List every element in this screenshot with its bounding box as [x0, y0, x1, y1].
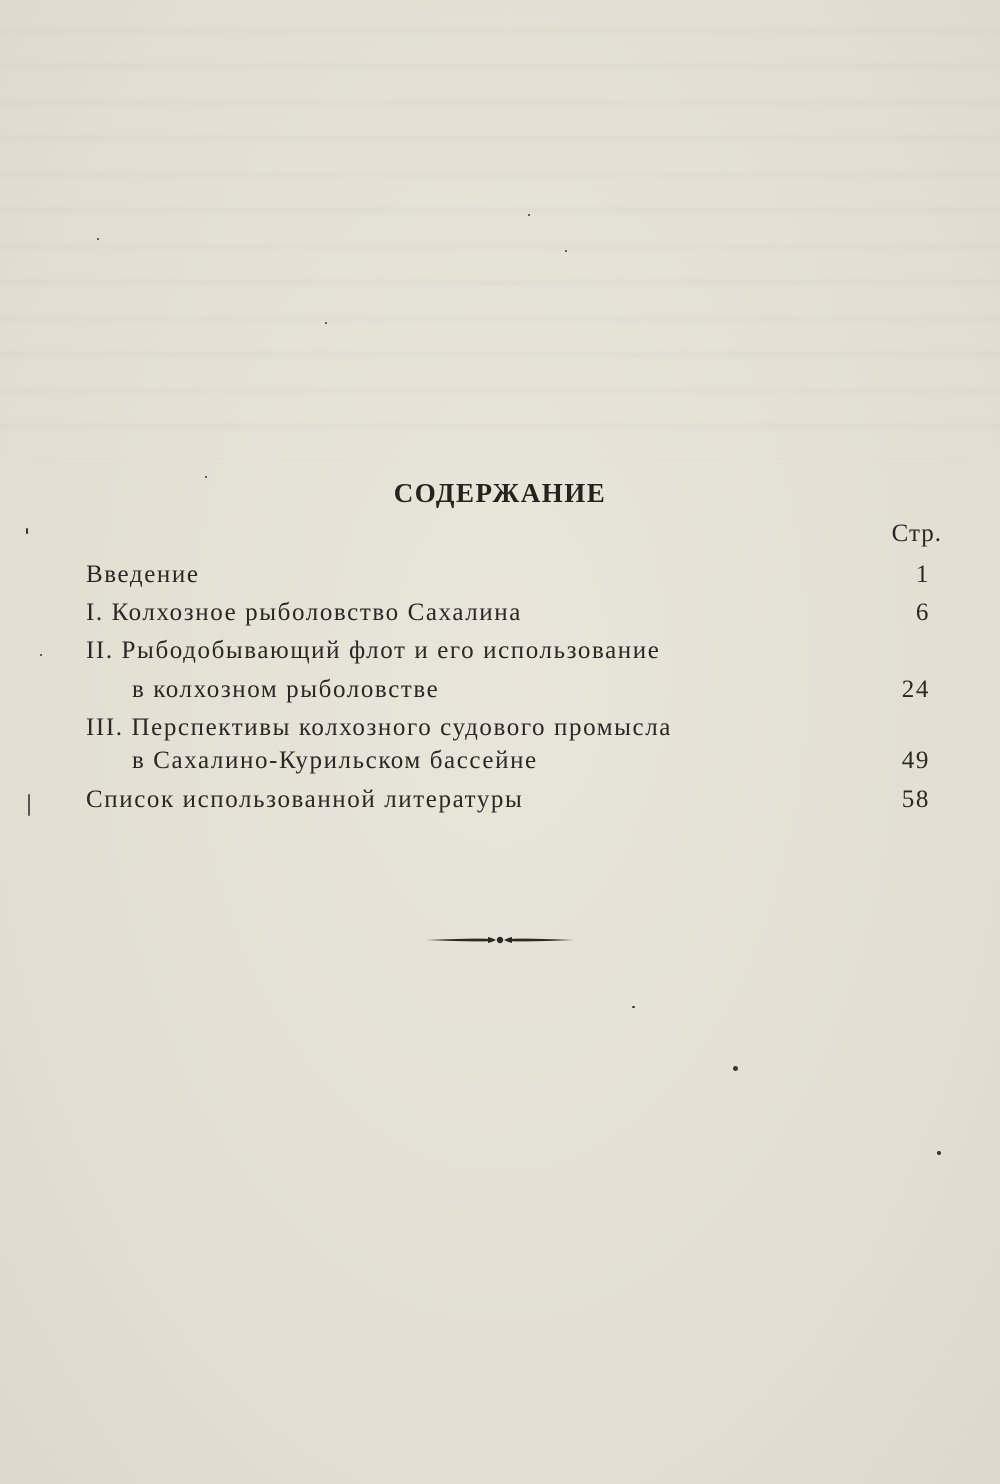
toc-entry-page: 58 — [901, 786, 930, 813]
toc-entry-bibliography — [0, 781, 1000, 819]
paper-speck — [325, 322, 327, 324]
toc-entry-page: 49 — [901, 747, 930, 774]
toc-entry-chapter-1 — [0, 594, 1000, 632]
toc-entry-chapter-2 — [0, 632, 1000, 670]
paper-speck — [937, 1151, 941, 1155]
toc-entry-label: I. Колхозное рыболовство Сахалина — [86, 599, 522, 626]
paper-speck — [733, 1066, 738, 1071]
toc-entry-label: III. Перспективы колхозного судового промысла — [86, 714, 672, 741]
paper-speck — [528, 214, 530, 216]
toc-entry-introduction — [0, 556, 1000, 594]
paper-speck — [26, 528, 28, 534]
paper-speck — [97, 238, 99, 240]
ornament-divider-icon — [424, 930, 576, 950]
toc-entry-label: Список использованной литературы — [86, 786, 524, 813]
toc-entry-page: 1 — [915, 561, 930, 588]
toc-entry-page: 6 — [915, 599, 930, 626]
paper-speck — [40, 654, 42, 656]
page-title: СОДЕРЖАНИЕ — [393, 478, 607, 508]
toc-entry-chapter-2-cont — [0, 671, 1000, 709]
paper-speck — [205, 476, 207, 478]
paper-speck — [632, 1006, 635, 1008]
toc-entry-label: II. Рыбодобывающий флот и его использование — [86, 637, 661, 664]
toc-entry-label-cont: в Сахалино-Курильском бассейне — [132, 747, 538, 774]
paper-speck — [565, 250, 567, 252]
toc-entry-page: 24 — [901, 676, 930, 703]
paper-mark — [28, 794, 30, 816]
toc-entry-chapter-3-cont — [0, 742, 1000, 780]
toc-entry-label-cont: в колхозном рыболовстве — [132, 676, 440, 703]
toc-entry-label: Введение — [86, 561, 200, 588]
show-through-text — [0, 0, 1000, 460]
page-column-header: Стр. — [891, 520, 942, 547]
